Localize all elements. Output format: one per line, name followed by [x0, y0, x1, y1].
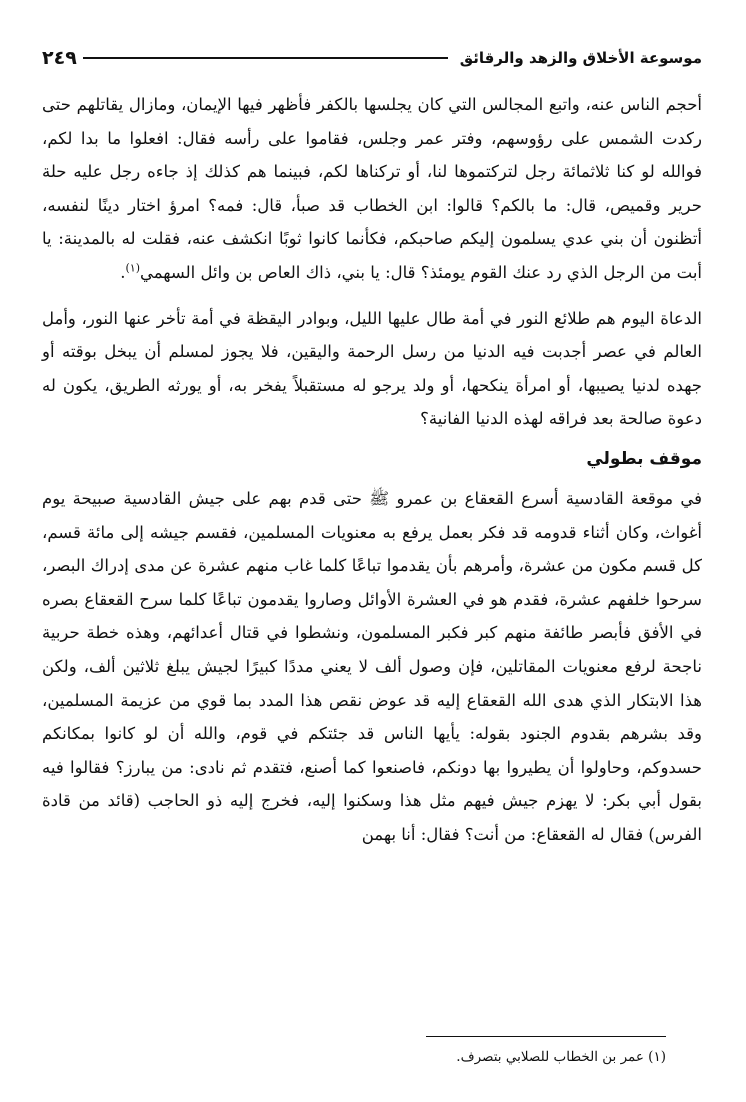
- footnote-1: (١) عمر بن الخطاب للصلابي بتصرف.: [456, 1049, 666, 1065]
- book-title: موسوعة الأخلاق والزهد والرقائق: [459, 49, 702, 67]
- paragraph-3: في موقعة القادسية أسرع القعقاع بن عمرو ﷺ حتى قدم بهم على جيش القادسية صبيحة يوم أغواث، وكان أثناء قدومه قد فكر بعمل يرفع به معنويات المسلمين، فقسم جيشه إلى مائة قسم، كل قسم مكون من عشرة، وأمرهم بأن يقدموا تباعًا كلما غاب منهم عشرة عن مدى إدراك البصر، سرحوا خلفهم عشرة، فقدم هو في العشرة الأوائل وصاروا يقدمون تباعًا كلما سرح القعقاع بصره في الأفق فأبصر طائفة منهم كبر فكبر المسلمون، ونشطوا في قتال أعدائهم، وهذه خطة حربية ناجحة لرفع معنويات المقاتلين، فإن وصول ألف لا يعني مددًا كبيرًا لجيش يبلغ ثلاثين ألف، ولكن هذا الابتكار الذي هدى الله القعقاع إليه قد عوض نقص هذا المدد بما قوي من عزيمة المسلمين، وقد بشرهم بقدوم الجنود بقوله: يأيها الناس قد جئتكم في قوم، والله أن لو كانوا بمكانكم حسدوكم، وحاولوا أن يطيروا بها دونكم، فاصنعوا كما أصنع، فتقدم ثم نادى: من يبارز؟ فقالوا فيه بقول أبي بكر: لا يهزم جيش فيهم مثل هذا وسكنوا إليه، فخرج إليه ذو الحاجب (قائد من قادة الفرس) فقال له القعقاع: من أنت؟ فقال: أنا بهمن: [42, 488, 702, 844]
- paragraph-spacer: [42, 290, 702, 302]
- paragraph-2: الدعاة اليوم هم طلائع النور في أمة طال عليها الليل، وبوادر اليقظة في أمة تأخر عنها النور، وأمل العالم في عصر أجدبت فيه الدنيا من رسل الرحمة واليقين، فلا يجوز لمسلم أن يبخل بوقته أو جهده لدنيا يصيبها، أو امرأة ينكحها، أو ولد يرجو له مستقبلاً يفخر به، أو يورثه الطريق، يكون له دعوة صالحة بعد فراقه لهذه الدنيا الفانية؟: [42, 308, 702, 429]
- page-number: ٢٤٩: [42, 47, 77, 69]
- paragraph-1: [42, 88, 702, 290]
- section-heading: موقف بطولي: [586, 448, 702, 469]
- footnote-divider: [426, 1036, 666, 1037]
- paragraph-1-text: أحجم الناس عنه، واتبع المجالس التي كان يجلسها بالكفر فأظهر فيها الإيمان، ومازال يقاتلهم حتى ركدت الشمس على رؤوسهم، وفتر عمر وجلس، فقاموا على رأسه فقال: افعلوا ما بدا لكم، فوالله لو كنا ثلاثمائة رجل لتركتموها لنا، أو تركناها لكم، فبينما هم كذلك إذ جاءه رجل عليه حلة حرير وقميص، قال: ما بالكم؟ قالوا: ابن الخطاب قد صبأ، قال: فمه؟ امرؤ اختار دينًا لنفسه، أتظنون أن بني عدي يسلمون إليكم صاحبكم، فكأنما كانوا ثوبًا انكشف عنه، فقلت له بالمدينة: يا أبت من الرجل الذي رد عنك القوم يومئذ؟ قال: يا بني، ذاك العاص بن وائل السهمي: [42, 95, 702, 282]
- paragraph-1-end: .: [120, 262, 126, 282]
- running-header: [42, 42, 702, 74]
- header-rule: [83, 57, 448, 59]
- main-text: [42, 88, 702, 851]
- footnote-reference: (١): [125, 261, 141, 275]
